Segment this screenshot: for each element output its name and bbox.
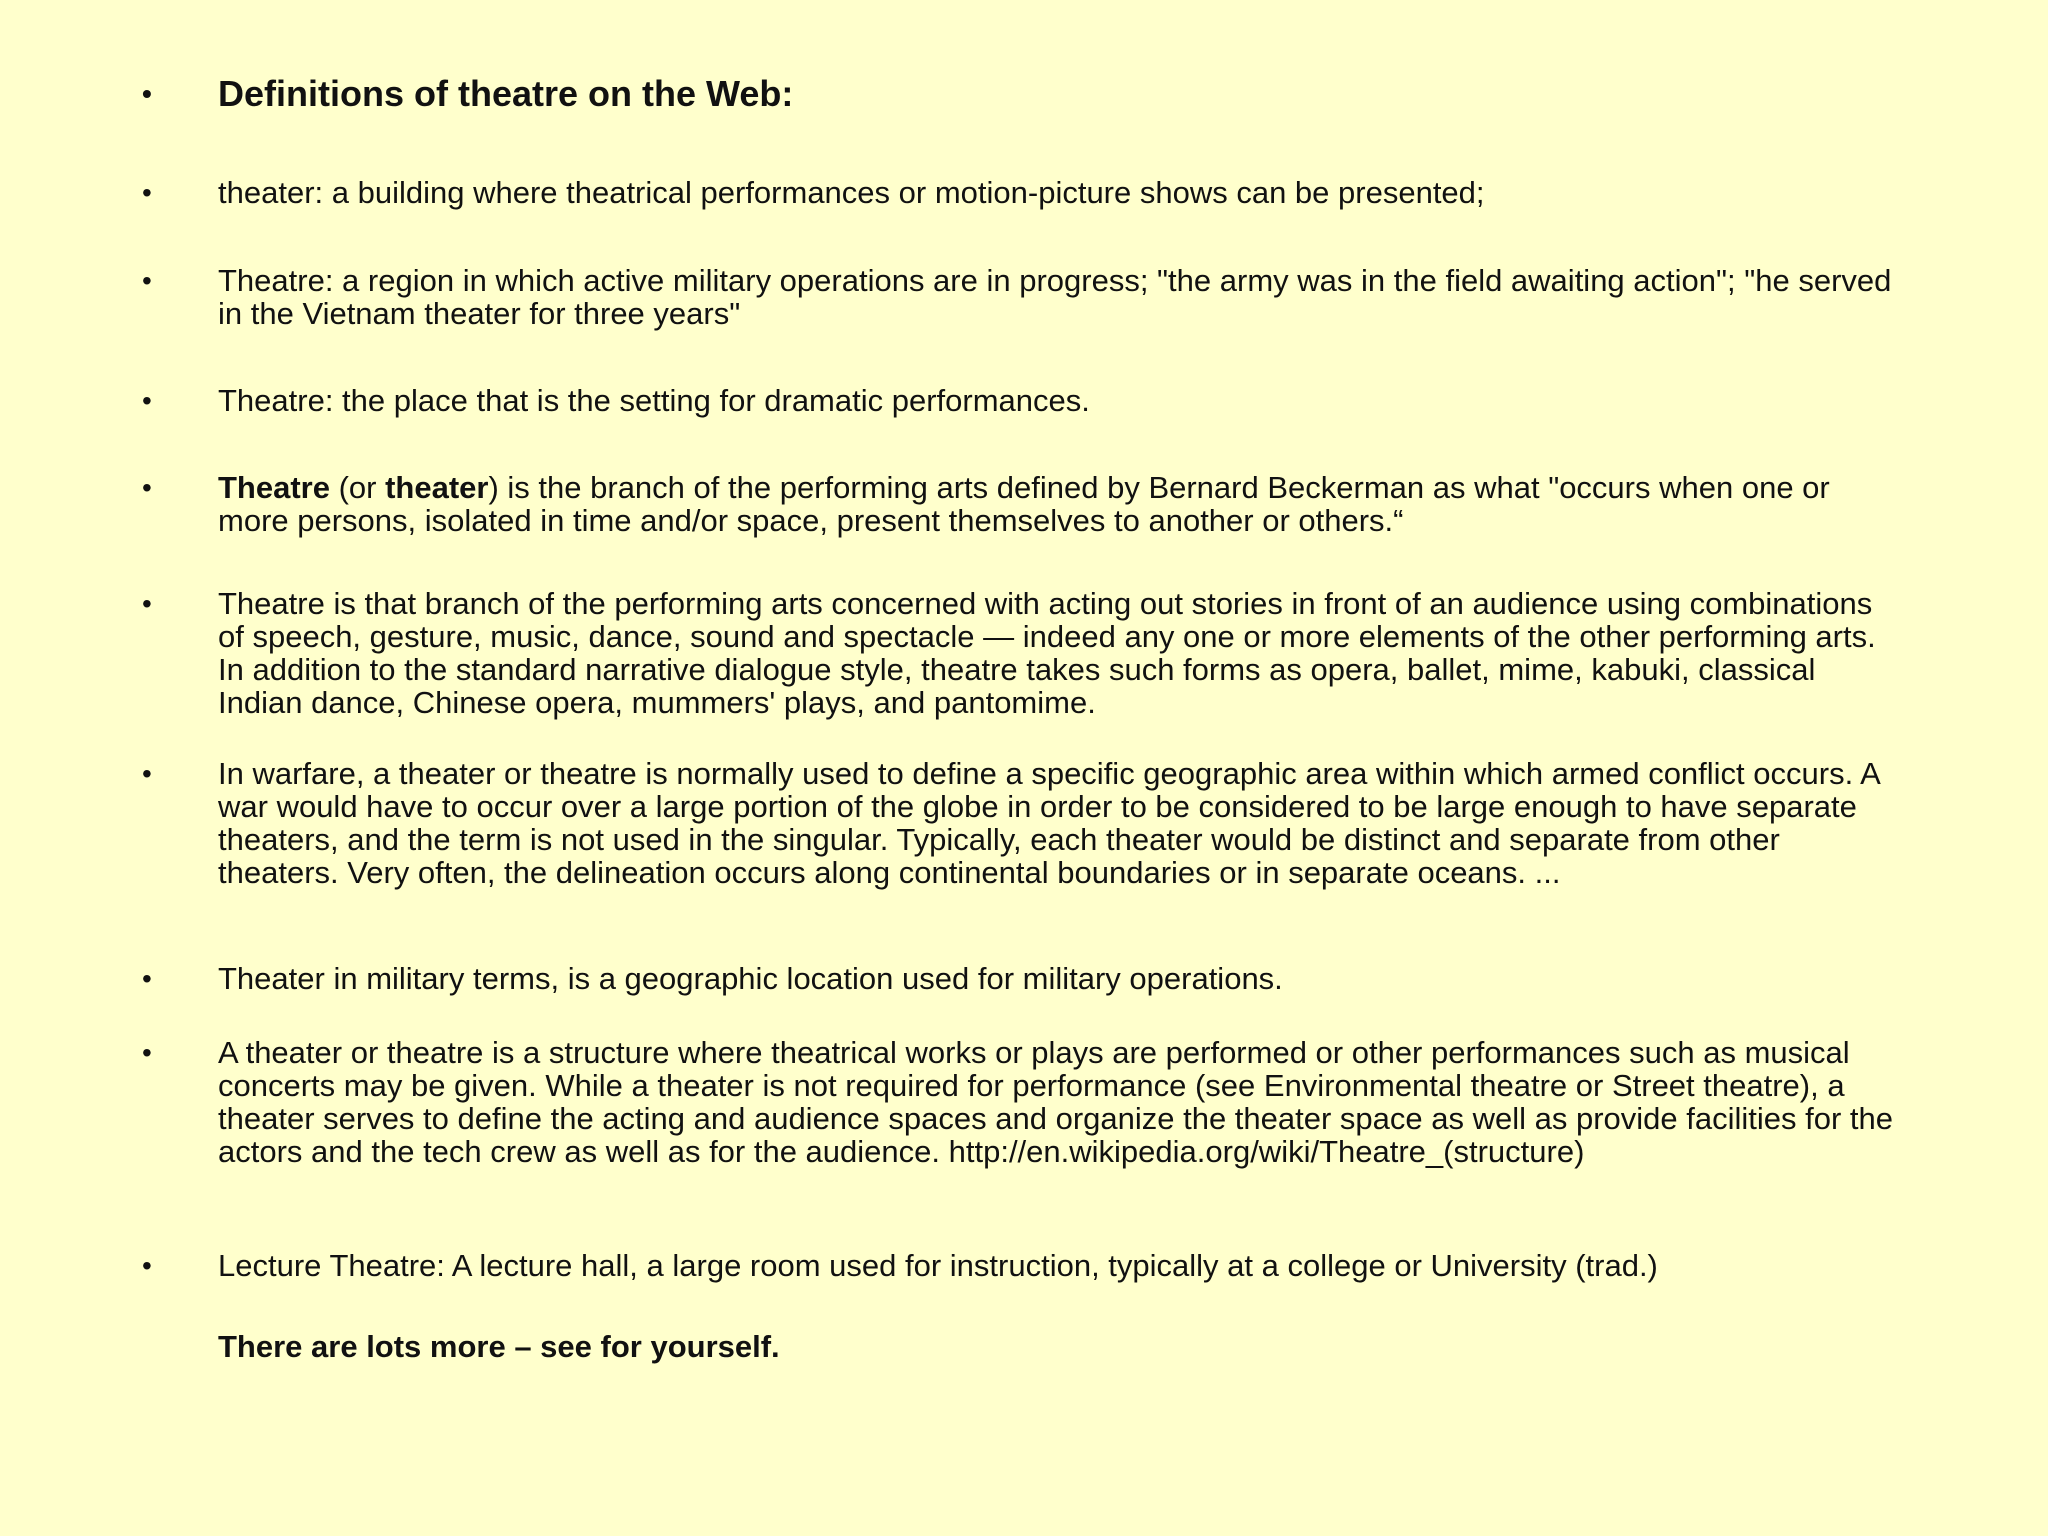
definition-text: Lecture Theatre: A lecture hall, a large room used for instruction, typically at a college or University (trad.) <box>218 1248 1658 1283</box>
definition-text: Theatre is that branch of the performing arts concerned with acting out stories in front of an audience using combinations of speech, gesture, music, dance, sound and spectacle — indeed any one or more elements of the other performing arts. In addition to the standard narrative dialogue style, theatre takes such forms as opera, ballet, mime, kabuki, classical Indian dance, Chinese opera, mummers' plays, and pantomime. <box>218 586 1876 720</box>
closing-note: There are lots more – see for yourself. <box>218 1329 780 1364</box>
definition-text: A theater or theatre is a structure where theatrical works or plays are performed or other performances such as musical concerts may be given. While a theater is not required for performance (see Environmental theatre or Street theatre), a theater serves to define the acting and audience spaces and organize the theater space as well as provide facilities for the actors and the tech crew as well as for the audience. http://en.wikipedia.org/wiki/Theatre_(structure) <box>218 1035 1894 1169</box>
bullet: • <box>142 177 152 208</box>
definition-item <box>142 263 1898 331</box>
bullet: • <box>142 385 152 416</box>
bullet: • <box>142 265 152 296</box>
heading-text: Definitions of theatre on the Web: <box>218 73 794 114</box>
definition-text: In warfare, a theater or theatre is normally used to define a specific geographic area within which armed conflict occurs. A war would have to occur over a large portion of the globe in order to be considered to be large enough to have separate theaters, and the term is not used in the singular. Typically, each theater would be distinct and separate from other theaters. Very often, the delineation occurs along continental boundaries or in separate oceans. ... <box>218 756 1880 890</box>
bullet: • <box>142 963 152 994</box>
bullet: • <box>142 758 152 789</box>
definition-item <box>142 175 1898 210</box>
definition-text: theater: a building where theatrical performances or motion-picture shows can be presented; <box>218 175 1485 210</box>
slide-heading <box>142 73 1898 114</box>
bullet: • <box>142 1037 152 1068</box>
bullet: • <box>142 588 152 619</box>
definition-text: Theatre: the place that is the setting for dramatic performances. <box>218 383 1090 418</box>
definition-text: (or <box>329 470 386 505</box>
definition-item <box>142 1248 1898 1283</box>
bullet: • <box>142 78 152 109</box>
definition-text: Theater in military terms, is a geographic location used for military operations. <box>218 961 1283 996</box>
definition-item <box>142 586 1898 720</box>
bullet: • <box>142 1250 152 1281</box>
definition-item <box>142 470 1898 538</box>
definition-item <box>142 756 1898 890</box>
definition-item <box>142 961 1898 996</box>
definition-text: Theatre: a region in which active military operations are in progress; "the army was in the field awaiting action"; "he served in the Vietnam theater for three years" <box>218 263 1892 331</box>
definition-term: Theatre <box>218 470 330 505</box>
definition-text: ) is the branch of the performing arts defined by Bernard Beckerman as what "occurs when one or more persons, isolated in time and/or space, present themselves to another or others.“ <box>218 470 1830 538</box>
definition-item <box>142 383 1898 418</box>
definition-item <box>142 1035 1898 1169</box>
definition-term: theater <box>385 470 489 505</box>
bullet: • <box>142 472 152 503</box>
